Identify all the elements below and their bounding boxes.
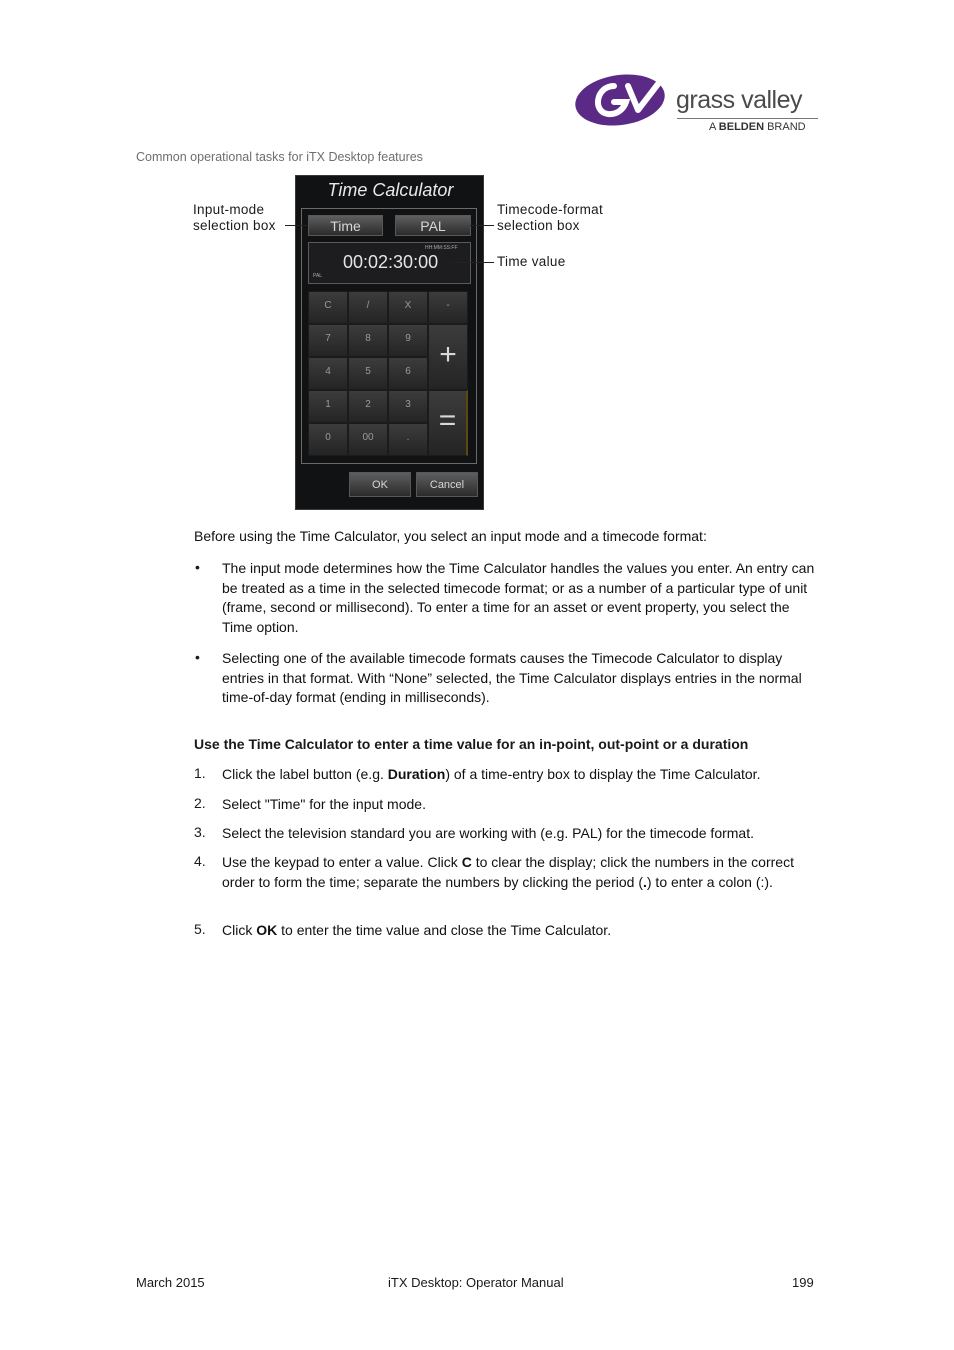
step-text: Use the keypad to enter a value. Click C to clear the display; click the numbers in the correct order to form the time; separate the numbers by clicking the period (.) to enter a colon (:). — [222, 854, 794, 890]
key-plus[interactable]: + — [428, 324, 468, 390]
key-minus[interactable]: - — [428, 291, 468, 324]
tagline-brand: BELDEN — [718, 121, 765, 133]
leader-timecode-format — [470, 225, 494, 226]
tagline-suffix: BRAND — [767, 121, 806, 133]
callout-timecode-line1: Timecode-format — [497, 202, 604, 217]
key-8[interactable]: 8 — [348, 324, 388, 357]
callout-input-mode-line2: selection box — [193, 218, 276, 233]
timecode-format-button[interactable]: PAL — [395, 215, 471, 236]
logo-wordmark: grass valley — [676, 86, 802, 114]
key-1[interactable]: 1 — [308, 390, 348, 423]
leader-input-mode — [285, 225, 307, 226]
bullet-item: Selecting one of the available timecode formats causes the Timecode Calculator to display entries in that format. With “None” selected, the Time Calculator displays entries in the normal time-of-day format (ending in milliseconds). — [222, 650, 802, 705]
step-text: Click OK to enter the time value and close the Time Calculator. — [222, 922, 612, 938]
display-format-hint: HH:MM:SS:FF — [425, 245, 458, 251]
key-6[interactable]: 6 — [388, 357, 428, 390]
input-mode-button[interactable]: Time — [308, 215, 383, 236]
leader-time-value — [452, 262, 494, 263]
cancel-button[interactable]: Cancel — [416, 472, 478, 497]
key-5[interactable]: 5 — [348, 357, 388, 390]
callout-timecode-line2: selection box — [497, 218, 580, 233]
footer-title: iTX Desktop: Operator Manual — [388, 1275, 564, 1290]
calculator-title: Time Calculator — [327, 180, 454, 200]
key-equals[interactable]: = — [428, 390, 468, 456]
callout-time-value: Time value — [497, 254, 566, 269]
step-text: Click the label button (e.g. Duration) of a time-entry box to display the Time Calculator. — [222, 766, 761, 782]
bullet-marker: • — [195, 559, 200, 575]
step-number: 4. — [194, 853, 206, 869]
key-divide[interactable]: / — [348, 291, 388, 324]
ok-button[interactable]: OK — [349, 472, 411, 497]
logo-rule — [677, 118, 818, 119]
step-number: 1. — [194, 765, 206, 781]
procedure-heading: Use the Time Calculator to enter a time value for an in-point, out-point or a duration — [194, 736, 749, 752]
key-2[interactable]: 2 — [348, 390, 388, 423]
key-9[interactable]: 9 — [388, 324, 428, 357]
time-calculator-window — [295, 175, 484, 510]
time-value-display — [308, 242, 471, 284]
key-4[interactable]: 4 — [308, 357, 348, 390]
bullet-marker: • — [195, 649, 200, 665]
callout-timecode-format — [497, 202, 603, 234]
key-3[interactable]: 3 — [388, 390, 428, 423]
display-standard: PAL — [313, 273, 323, 279]
step-text: Select "Time" for the input mode. — [222, 796, 426, 812]
footer-date: March 2015 — [136, 1275, 205, 1290]
step-number: 3. — [194, 824, 206, 840]
key-clear[interactable]: C — [308, 291, 348, 324]
key-7[interactable]: 7 — [308, 324, 348, 357]
time-value: 00:02:30:00 — [343, 252, 439, 272]
key-multiply[interactable]: X — [388, 291, 428, 324]
key-00[interactable]: 00 — [348, 423, 388, 456]
step-number: 5. — [194, 921, 206, 937]
bullet-item: The input mode determines how the Time Calculator handles the values you enter. An entry can be treated as a time in the selected timecode format; or as a number of a particular type of unit (frame, second or millisecond). To enter a time for an asset or event property, you select the Time option. — [222, 560, 815, 635]
footer-page-number: 199 — [792, 1275, 814, 1290]
running-head: Common operational tasks for iTX Desktop features — [136, 150, 423, 164]
step-number: 2. — [194, 795, 206, 811]
callout-input-mode — [193, 202, 276, 234]
intro-paragraph: Before using the Time Calculator, you select an input mode and a timecode format: — [194, 528, 707, 544]
tagline-prefix: A — [709, 121, 716, 133]
logo-tagline — [709, 121, 806, 133]
key-0[interactable]: 0 — [308, 423, 348, 456]
key-dot[interactable]: . — [388, 423, 428, 456]
callout-input-mode-line1: Input-mode — [193, 202, 265, 217]
step-text: Select the television standard you are working with (e.g. PAL) for the timecode format. — [222, 825, 754, 841]
